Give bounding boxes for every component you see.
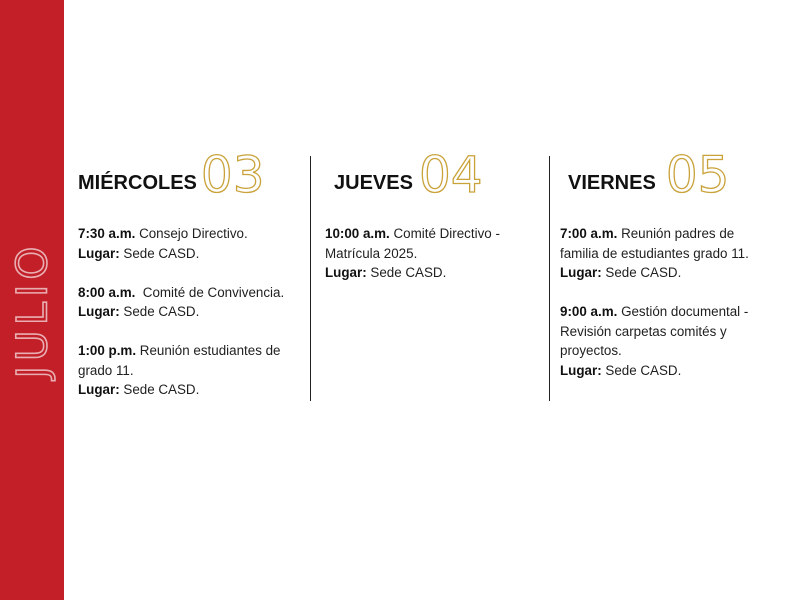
event-place: Sede CASD.	[370, 265, 447, 280]
event-title: Gestión documental - Revisión carpetas comités y proyectos.	[560, 304, 749, 358]
event-item	[325, 224, 525, 283]
place-label: Lugar:	[325, 265, 367, 280]
place-label: Lugar:	[560, 265, 602, 280]
place-label: Lugar:	[78, 304, 120, 319]
event-place: Sede CASD.	[605, 265, 682, 280]
event-title: Consejo Directivo.	[139, 226, 248, 241]
event-time: 7:00 a.m.	[560, 226, 618, 241]
event-title: Comité de Convivencia.	[139, 284, 285, 300]
event-title: Reunión padres de familia de estudiantes grado 11.	[560, 226, 749, 261]
side-band	[0, 0, 64, 600]
place-label: Lugar:	[78, 245, 120, 261]
event-place: Sede CASD.	[605, 362, 682, 378]
event-title: Reunión estudiantes de grado 11.	[78, 343, 281, 378]
day-name: JUEVES	[334, 172, 413, 194]
day-header	[78, 146, 300, 204]
day-column-friday	[568, 146, 778, 204]
day-number: 03	[200, 146, 265, 204]
event-place: Sede CASD.	[123, 382, 200, 397]
event-time: 7:30 a.m.	[78, 226, 136, 241]
day-number: 04	[418, 146, 483, 204]
day-column-thursday	[334, 146, 534, 204]
event-item	[78, 224, 300, 263]
event-time: 8:00 a.m.	[78, 284, 136, 300]
day-column-wednesday	[78, 146, 300, 400]
column-divider	[549, 156, 550, 401]
day-number: 05	[665, 146, 730, 204]
day-header	[334, 146, 534, 204]
day-name: MIÉRCOLES	[78, 172, 197, 194]
event-time: 1:00 p.m.	[78, 343, 137, 358]
event-list	[78, 224, 300, 400]
event-title: Comité Directivo - Matrícula 2025.	[325, 226, 500, 261]
day-header	[568, 146, 778, 204]
event-item	[78, 341, 300, 400]
event-list	[325, 224, 525, 283]
month-label: JULIO	[7, 241, 57, 379]
event-time: 9:00 a.m.	[560, 304, 618, 319]
event-list	[560, 224, 775, 380]
event-item	[560, 224, 775, 283]
place-label: Lugar:	[78, 382, 120, 397]
day-name: VIERNES	[568, 172, 656, 194]
event-place: Sede CASD.	[123, 304, 200, 319]
column-divider	[310, 156, 311, 401]
place-label: Lugar:	[560, 362, 602, 378]
event-time: 10:00 a.m.	[325, 226, 390, 241]
event-place: Sede CASD.	[123, 245, 200, 261]
event-item	[78, 283, 300, 322]
event-item	[560, 302, 775, 380]
